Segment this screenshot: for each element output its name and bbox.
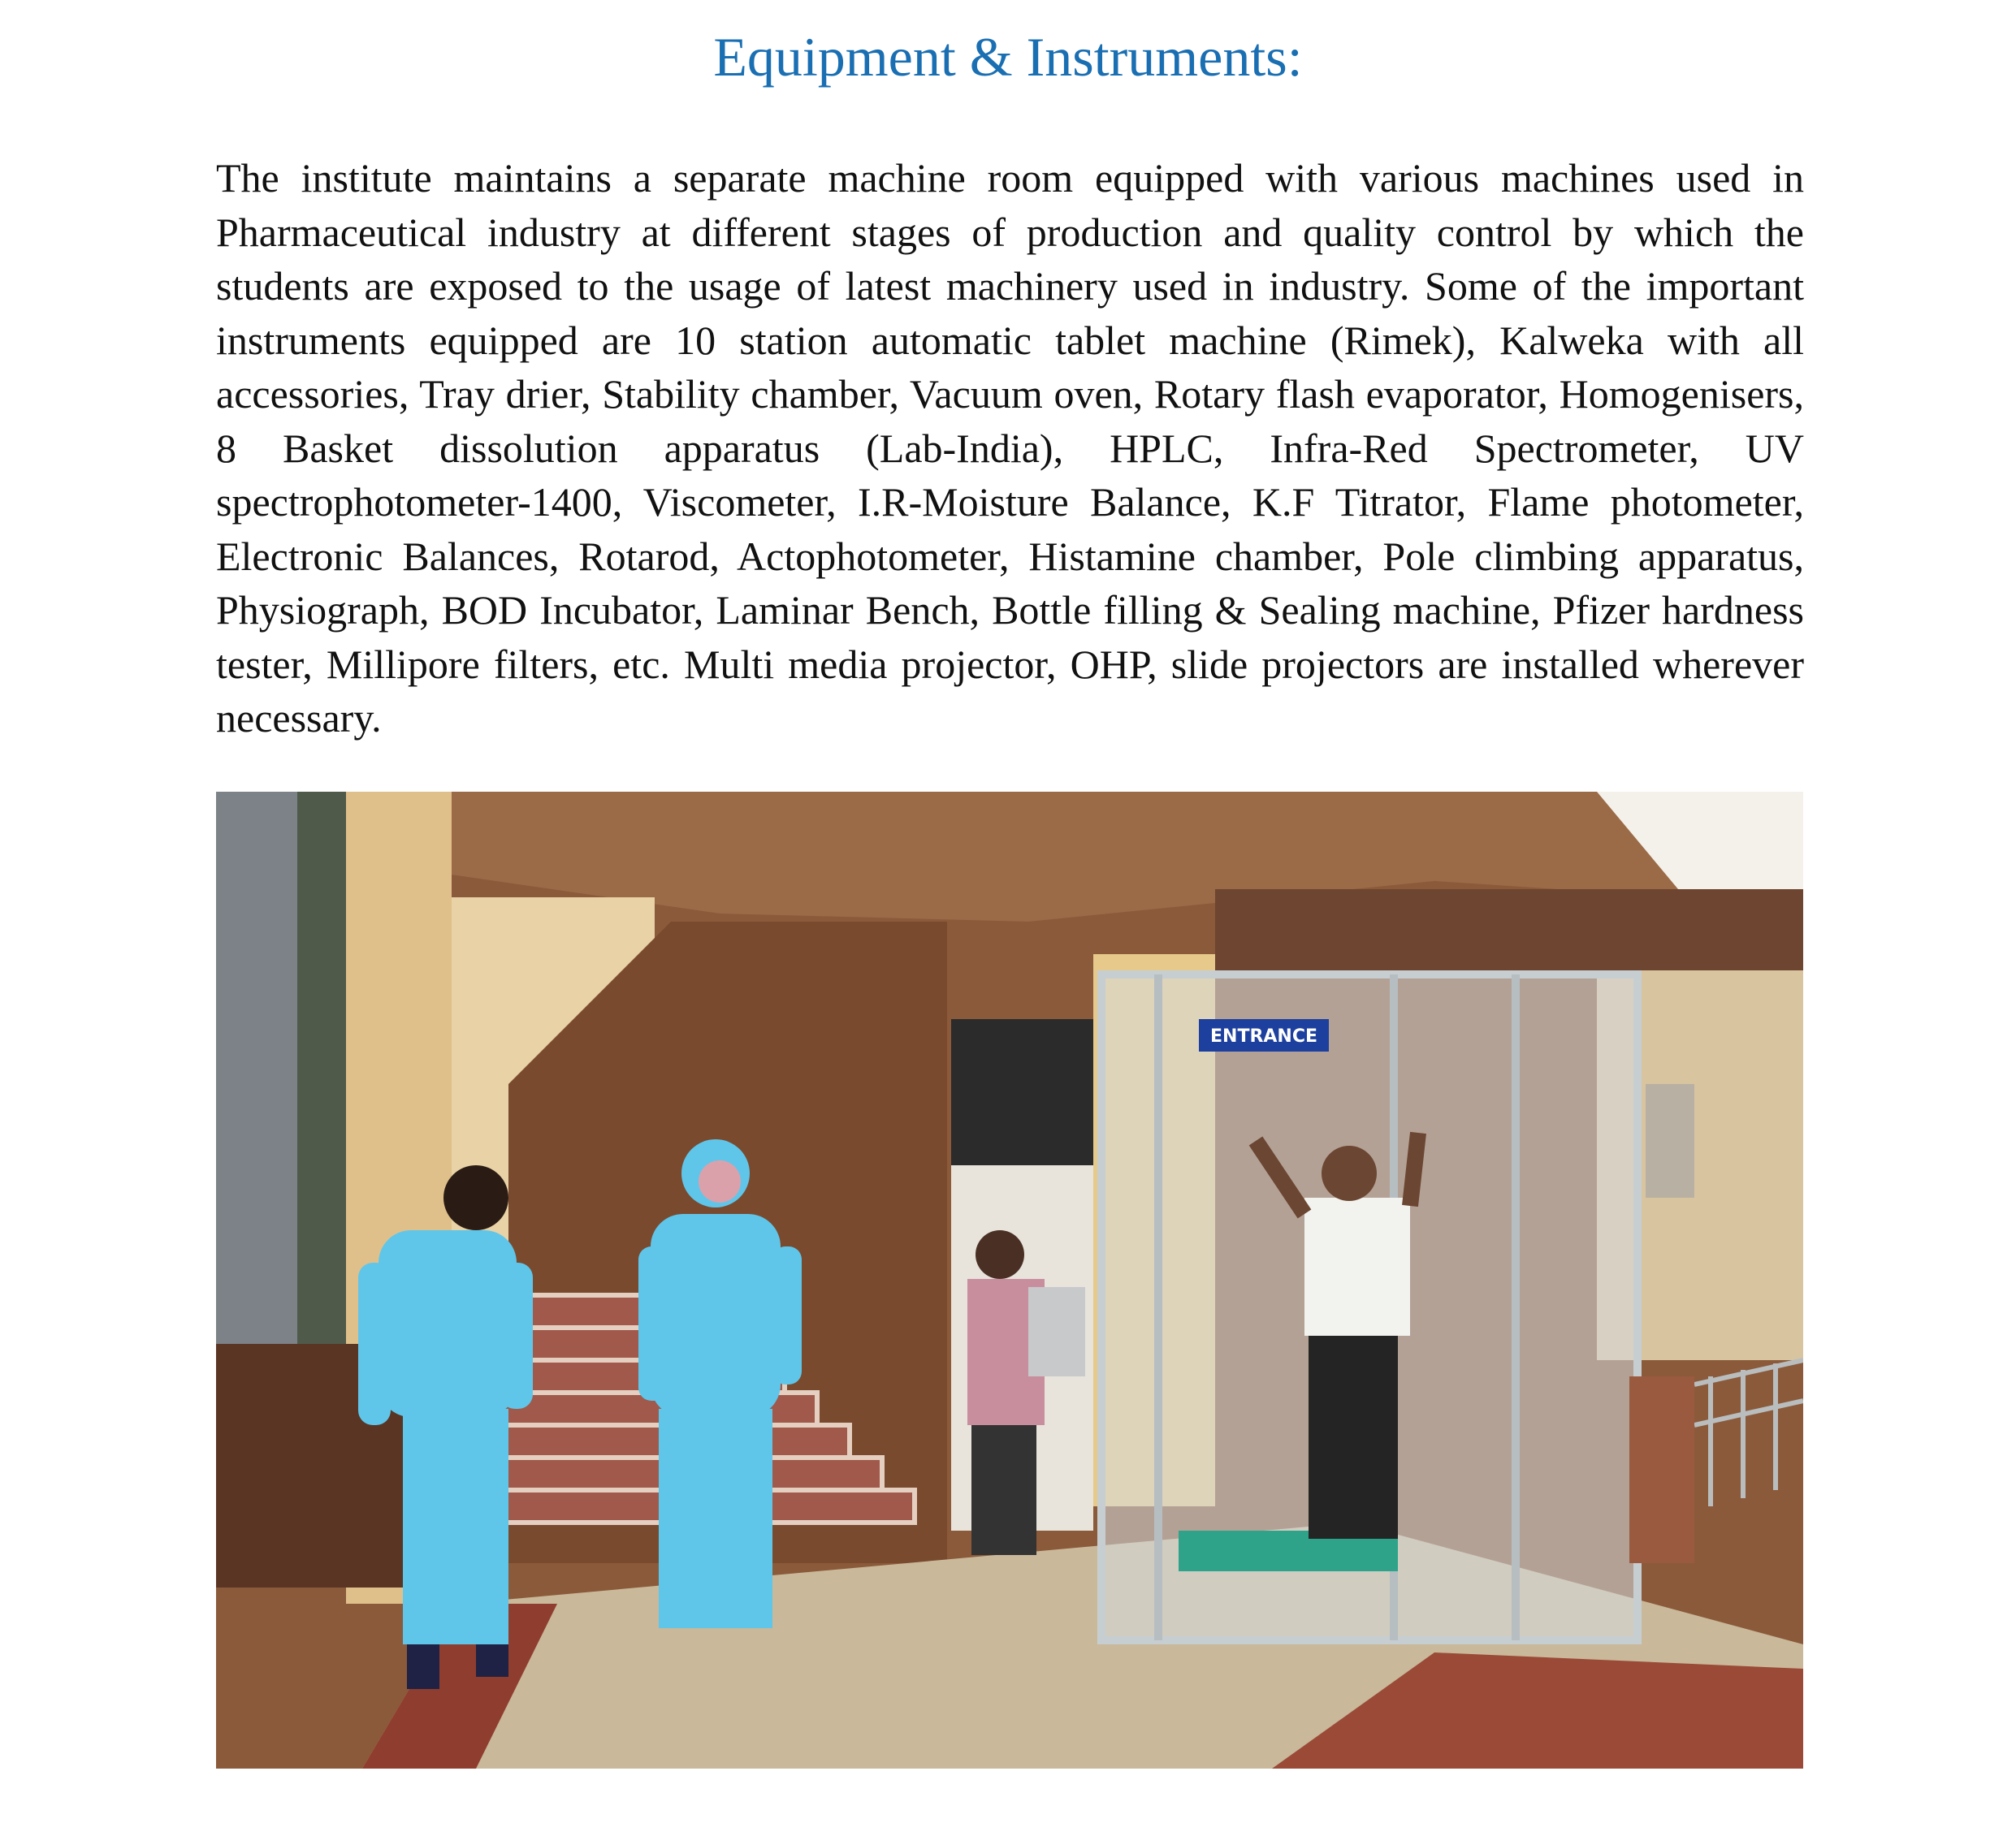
photo-illustration xyxy=(216,792,1803,1769)
page-title: Equipment & Instruments: xyxy=(713,26,1303,88)
entrance-sign-text: ENTRANCE xyxy=(1210,1026,1317,1047)
body-paragraph: The institute maintains a separate machine room equipped with various machines used in Pharmaceutical industry at different stages of production and quality control by which the students are exposed to the usage of latest machinery used in industry. Some of the important instruments equipped are 10 station automatic tablet machine (Rimek), Kalweka with all accessories, Tray drier, Stability chamber, Vacuum oven, Rotary flash evaporator, Homogenisers, 8 Basket dissolution apparatus (Lab-India), HPLC, Infra-Red Spectrometer, UV spectrophotometer-1400, Viscometer, I.R-Moisture Balance, K.F Titrator, Flame photometer, Electronic Balances, Rotarod, Actophotometer, Histamine chamber, Pole climbing apparatus, Physiograph, BOD Incubator, Laminar Bench, Bottle filling & Sealing machine, Pfizer hardness tester, Millipore filters, etc. Multi media projector, OHP, slide projectors are installed wherever necessary. xyxy=(216,155,1804,741)
photo-disinfection-tunnel xyxy=(216,792,1803,1769)
